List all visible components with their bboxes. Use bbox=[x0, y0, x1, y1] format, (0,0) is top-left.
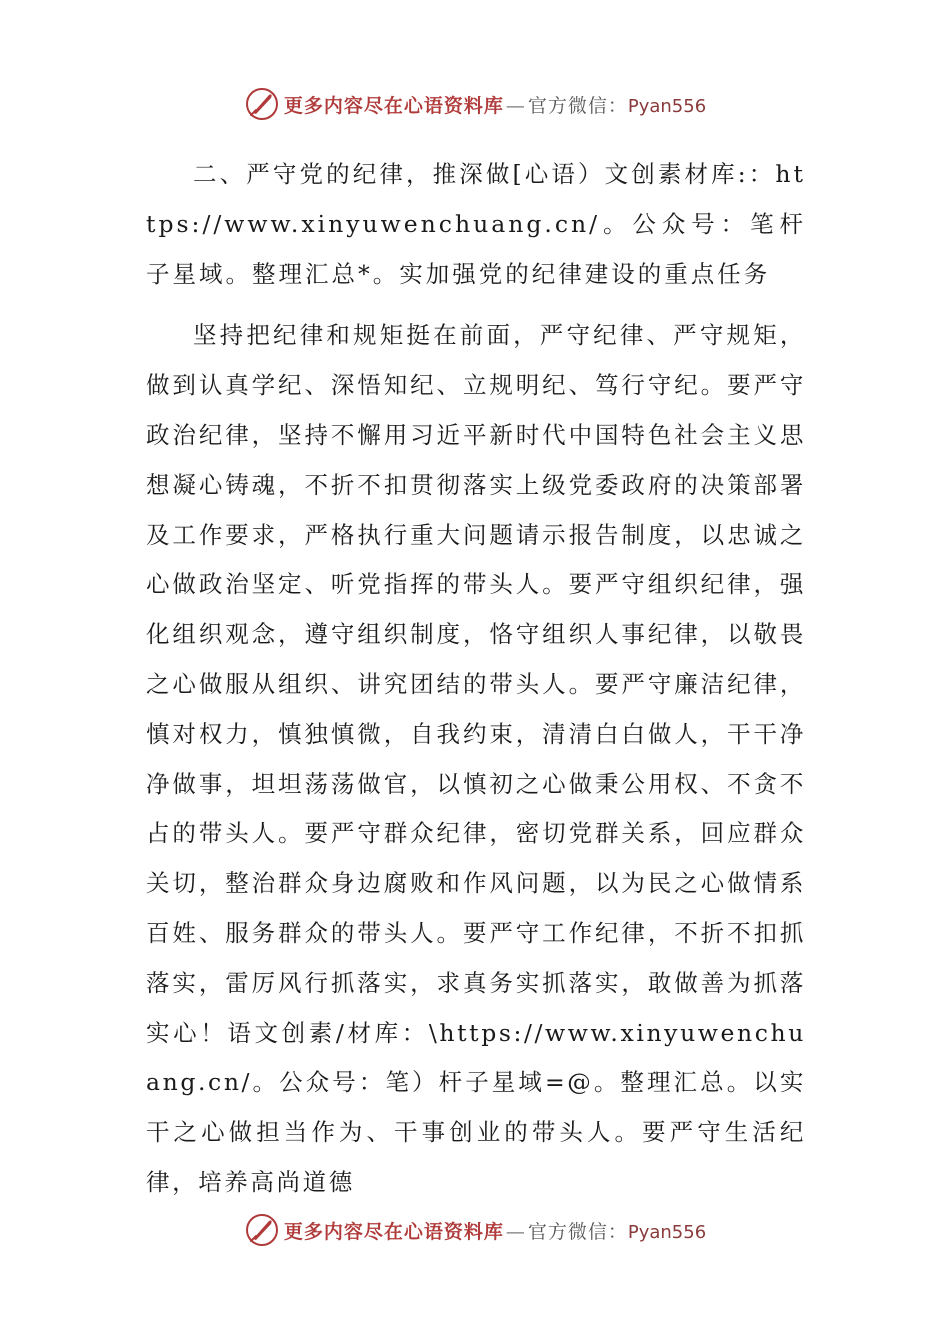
header-dash: — bbox=[505, 94, 526, 117]
header-banner-text bbox=[284, 91, 706, 118]
header-brand: 更多内容尽在心语资料库 bbox=[283, 94, 504, 117]
header-banner bbox=[0, 82, 950, 126]
body-paragraph: 坚持把纪律和规矩挺在前面，严守纪律、严守规矩，做到认真学纪、深悟知纪、立规明纪、笃行守纪。要严守政治纪律，坚持不懈用习近平新时代中国特色社会主义思想凝心铸魂，不折不扣贯彻落实上级党委政府的决策部署及工作要求，严格执行重大问题请示报告制度，以忠诚之心做政治坚定、听党指挥的带头人。要严守组织纪律，强化组织观念，遵守组织制度，恪守组织人事纪律，以敬畏之心做服从组织、讲究团结的带头人。要严守廉洁纪律，慎对权力，慎独慎微，自我约束，清清白白做人，干干净净做事，坦坦荡荡做官，以慎初之心做秉公用权、不贪不占的带头人。要严守群众纪律，密切党群关系，回应群众关切，整治群众身边腐败和作风问题，以为民之心做情系百姓、服务群众的带头人。要严守工作纪律，不折不扣抓落实，雷厉风行抓落实，求真务实抓落实，敢做善为抓落实心！语文创素/材库：\https://www.xinyuwenchuang.cn/。公众号：笔）杆子星域=@。整理汇总。以实干之心做担当作为、干事创业的带头人。要严守生活纪律，培养高尚道德 bbox=[146, 321, 806, 1196]
header-official-label: 官方微信： bbox=[527, 94, 628, 117]
section-heading: 二、严守党的纪律，推深做[心语）文创素材库:：https://www.xinyuwenchuang.cn/。公众号：笔杆子星域。整理汇总*。实加强党的纪律建设的重点任务 bbox=[146, 160, 806, 288]
footer-official-label: 官方微信： bbox=[527, 1220, 628, 1243]
footer-banner bbox=[0, 1208, 950, 1252]
document-body bbox=[146, 150, 806, 1208]
header-wechat-id: Pyan556 bbox=[627, 95, 707, 117]
footer-dash: — bbox=[505, 1220, 526, 1243]
quill-logo-icon bbox=[244, 1212, 280, 1248]
footer-wechat-id: Pyan556 bbox=[627, 1221, 707, 1243]
quill-logo-icon bbox=[244, 86, 280, 122]
footer-banner-text bbox=[284, 1217, 706, 1244]
footer-brand: 更多内容尽在心语资料库 bbox=[283, 1220, 504, 1243]
